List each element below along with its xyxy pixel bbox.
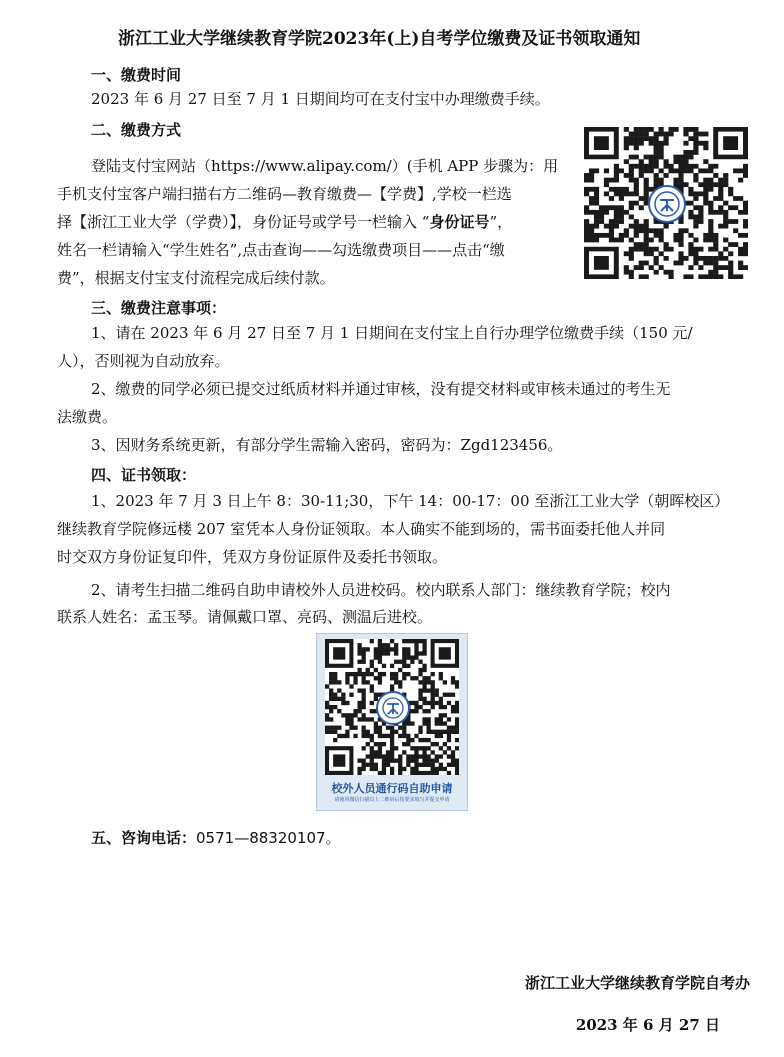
payment-note-2-line-2: 法缴费。 bbox=[57, 408, 118, 426]
certificate-item-2-line-2: 联系人姓名：孟玉琴。请佩戴口罩、亮码、测温后进校。 bbox=[57, 608, 433, 626]
alipay-payment-qr-code[interactable] bbox=[584, 127, 748, 279]
school-logo-icon bbox=[376, 691, 410, 725]
payment-method-line-4: 姓名一栏请输入“学生姓名”,点击查询——勾选缴费项目——点击“缴 bbox=[57, 241, 505, 259]
payment-method-line-2: 手机支付宝客户端扫描右方二维码—教育缴费—【学费】,学校一栏选 bbox=[57, 185, 512, 203]
page-title: 浙江工业大学继续教育学院2023年(上)自考学位缴费及证书领取通知 bbox=[118, 29, 641, 49]
qr-caption: 校外人员通行码自助申请 bbox=[331, 782, 453, 795]
qr-subcaption: 请使用微信扫描以上二维码后按要求填写并提交申请 bbox=[334, 797, 450, 803]
payment-method-line-1: 登陆支付宝网站（https://www.alipay.com/）(手机 APP 步骤为：用 bbox=[91, 157, 559, 175]
payment-method-line-3: 择【浙江工业大学（学费）】，身份证号或学号一栏输入 “身份证号”， bbox=[57, 213, 513, 231]
certificate-item-1-line-3: 时交双方身份证复印件，凭双方身份证原件及委托书领取。 bbox=[57, 548, 448, 566]
section-heading-payment-time: 一、缴费时间 bbox=[91, 66, 182, 84]
payment-note-1-line-1: 1、请在 2023 年 6 月 27 日至 7 月 1 日期间在支付宝上自行办理学位缴费手续（150 元/ bbox=[91, 324, 693, 342]
section-heading-payment-method: 二、缴费方式 bbox=[91, 121, 182, 139]
payment-note-1-line-2: 人），否则视为自动放弃。 bbox=[57, 352, 230, 370]
payment-note-2-line-1: 2、缴费的同学必须已提交过纸质材料并通过审核，没有提交材料或审核未通过的考生无 bbox=[91, 380, 671, 398]
payment-time-text: 2023 年 6 月 27 日至 7 月 1 日期间均可在支付宝中办理缴费手续。 bbox=[91, 90, 550, 108]
phone-number[interactable]: 0571—88320107。 bbox=[196, 829, 341, 847]
certificate-item-1-line-2: 继续教育学院修远楼 207 室凭本人身份证领取。本人确实不能到场的，需书面委托他人并同 bbox=[57, 520, 666, 538]
issue-date: 2023 年 6 月 27 日 bbox=[575, 1016, 720, 1034]
payment-note-3: 3、因财务系统更新，有部分学生需输入密码，密码为：Zgd123456。 bbox=[91, 436, 563, 454]
id-number-emphasis: 身份证号 bbox=[429, 213, 490, 231]
consult-phone bbox=[91, 828, 341, 848]
qr-code-frame bbox=[325, 639, 459, 775]
payment-method-line-5: 费”，根据支付宝支付流程完成后续付款。 bbox=[57, 269, 335, 287]
campus-entry-qr-card[interactable] bbox=[316, 633, 468, 811]
section-heading-certificate: 四、证书领取： bbox=[91, 466, 197, 484]
section-heading-consult: 五、咨询电话： bbox=[91, 829, 197, 847]
section-heading-payment-notes: 三、缴费注意事项： bbox=[91, 299, 227, 317]
school-logo-icon bbox=[648, 185, 686, 223]
certificate-item-1-line-1: 1、2023 年 7 月 3 日上午 8：30-11;30，下午 14：00-17：00 至浙江工业大学（朝晖校区） bbox=[91, 492, 730, 510]
certificate-item-2-line-1: 2、请考生扫描二维码自助申请校外人员进校码。校内联系人部门：继续教育学院；校内 bbox=[91, 581, 671, 599]
issuer-signature: 浙江工业大学继续教育学院自考办 bbox=[524, 974, 750, 992]
